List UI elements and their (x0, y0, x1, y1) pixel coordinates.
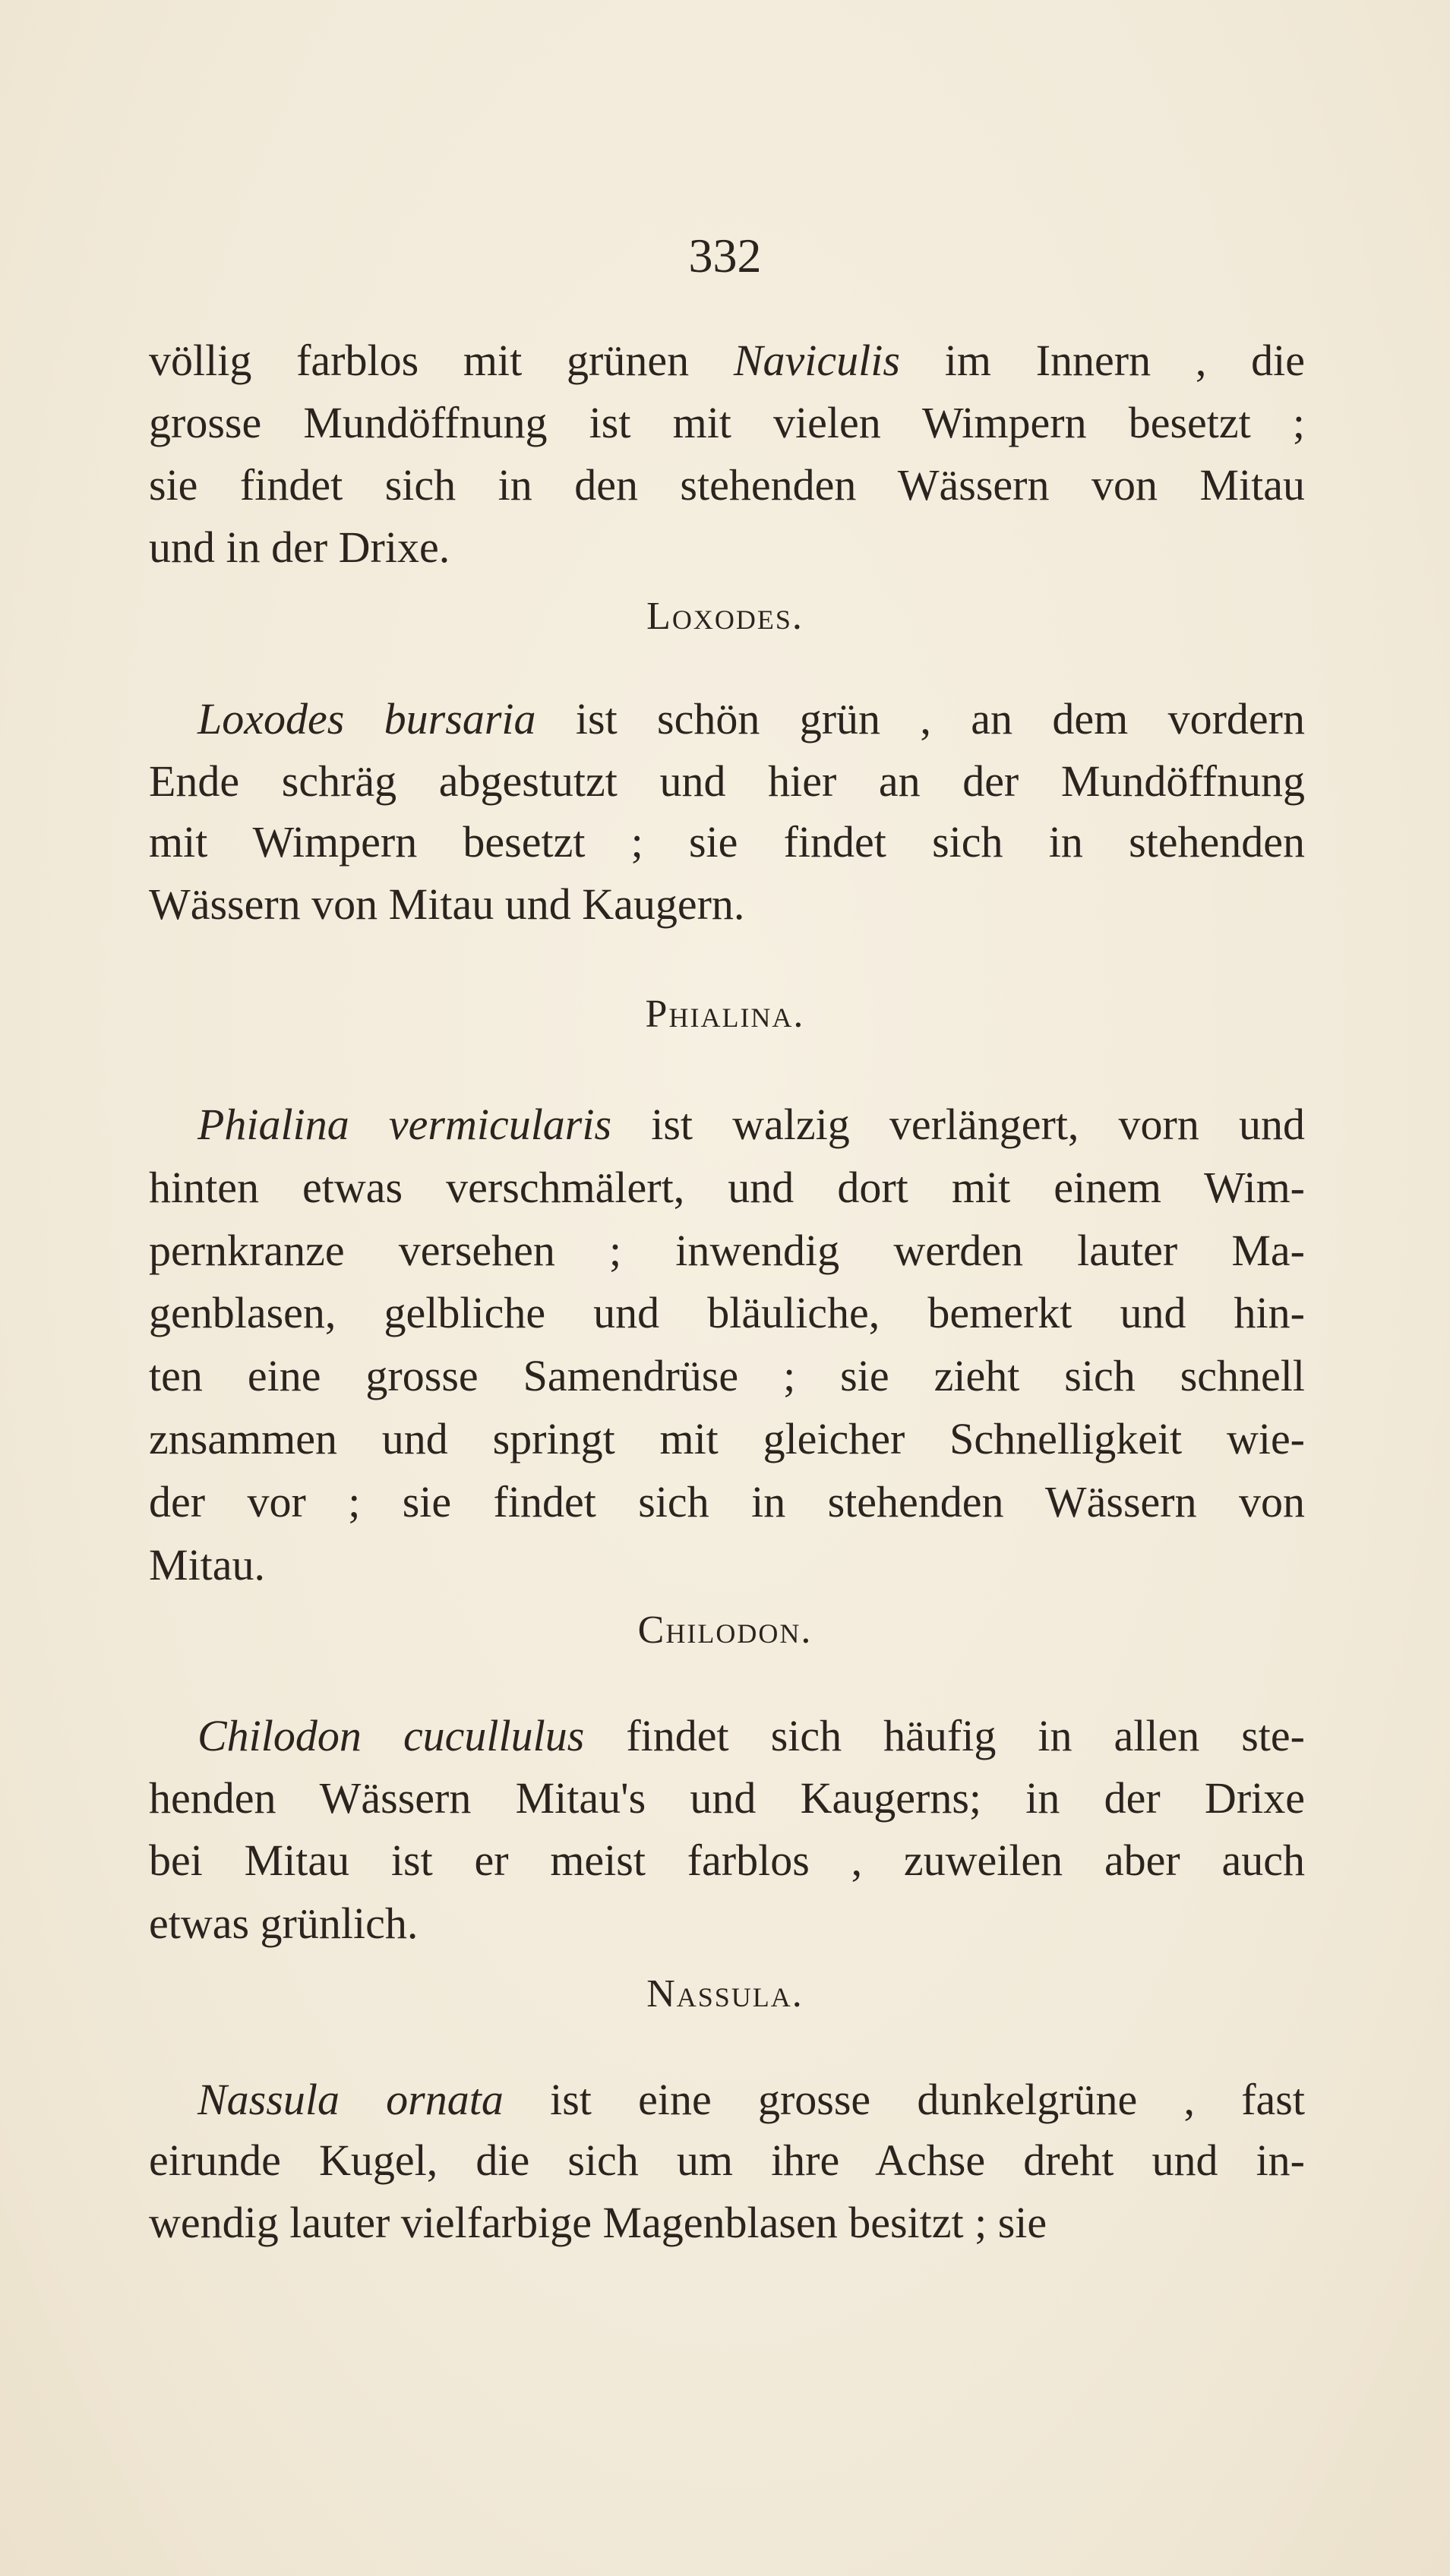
text-line: wendig lauter vielfarbige Magenblasen besitzt ; sie (149, 2198, 1047, 2247)
text-line: bei Mitau ist er meist farblos , zuweilen aber auch (149, 1836, 1305, 1885)
text-line: Wässern von Mitau und Kaugern. (149, 879, 745, 929)
text-line: znsammen und springt mit gleicher Schnelligkeit wie- (149, 1414, 1305, 1463)
text-line: etwas grünlich. (149, 1899, 419, 1948)
text-line: völlig farblos mit grünen Naviculis im Innern , die (149, 336, 1305, 385)
section-heading: Loxodes. (646, 595, 804, 638)
text-line: genblasen, gelbliche und bläuliche, bemerkt und hin- (149, 1288, 1305, 1337)
text-line: Phialina vermicularis ist walzig verlängert, vorn und (197, 1100, 1305, 1149)
text-line: Ende schräg abgestutzt und hier an der Mundöffnung (149, 756, 1305, 806)
text-line: ten eine grosse Samendrüse ; sie zieht sich schnell (149, 1351, 1305, 1400)
text-line: Mitau. (149, 1540, 266, 1589)
text-line: grosse Mundöffnung ist mit vielen Wimpern besetzt ; (149, 398, 1305, 447)
section-heading: Chilodon. (637, 1608, 813, 1652)
text-line: hinten etwas verschmälert, und dort mit einem Wim- (149, 1163, 1305, 1212)
text-line: pernkranze versehen ; inwendig werden lauter Ma- (149, 1226, 1305, 1275)
page-number: 332 (688, 229, 762, 283)
text-line: und in der Drixe. (149, 522, 450, 572)
text-line: sie findet sich in den stehenden Wässern von Mitau (149, 460, 1305, 510)
text-line: Nassula ornata ist eine grosse dunkelgrüne , fast (197, 2075, 1305, 2124)
text-line: Chilodon cucullulus findet sich häufig in allen ste- (197, 1711, 1305, 1760)
section-heading: Phialina. (645, 993, 805, 1036)
text-line: mit Wimpern besetzt ; sie findet sich in stehenden (149, 817, 1305, 867)
text-line: eirunde Kugel, die sich um ihre Achse dreht und in- (149, 2136, 1305, 2185)
section-heading: Nassula. (646, 1972, 804, 2016)
text-line: Loxodes bursaria ist schön grün , an dem vordern (197, 694, 1305, 743)
text-line: der vor ; sie findet sich in stehenden Wässern von (149, 1477, 1305, 1526)
text-line: henden Wässern Mitau's und Kaugerns; in der Drixe (149, 1773, 1305, 1823)
